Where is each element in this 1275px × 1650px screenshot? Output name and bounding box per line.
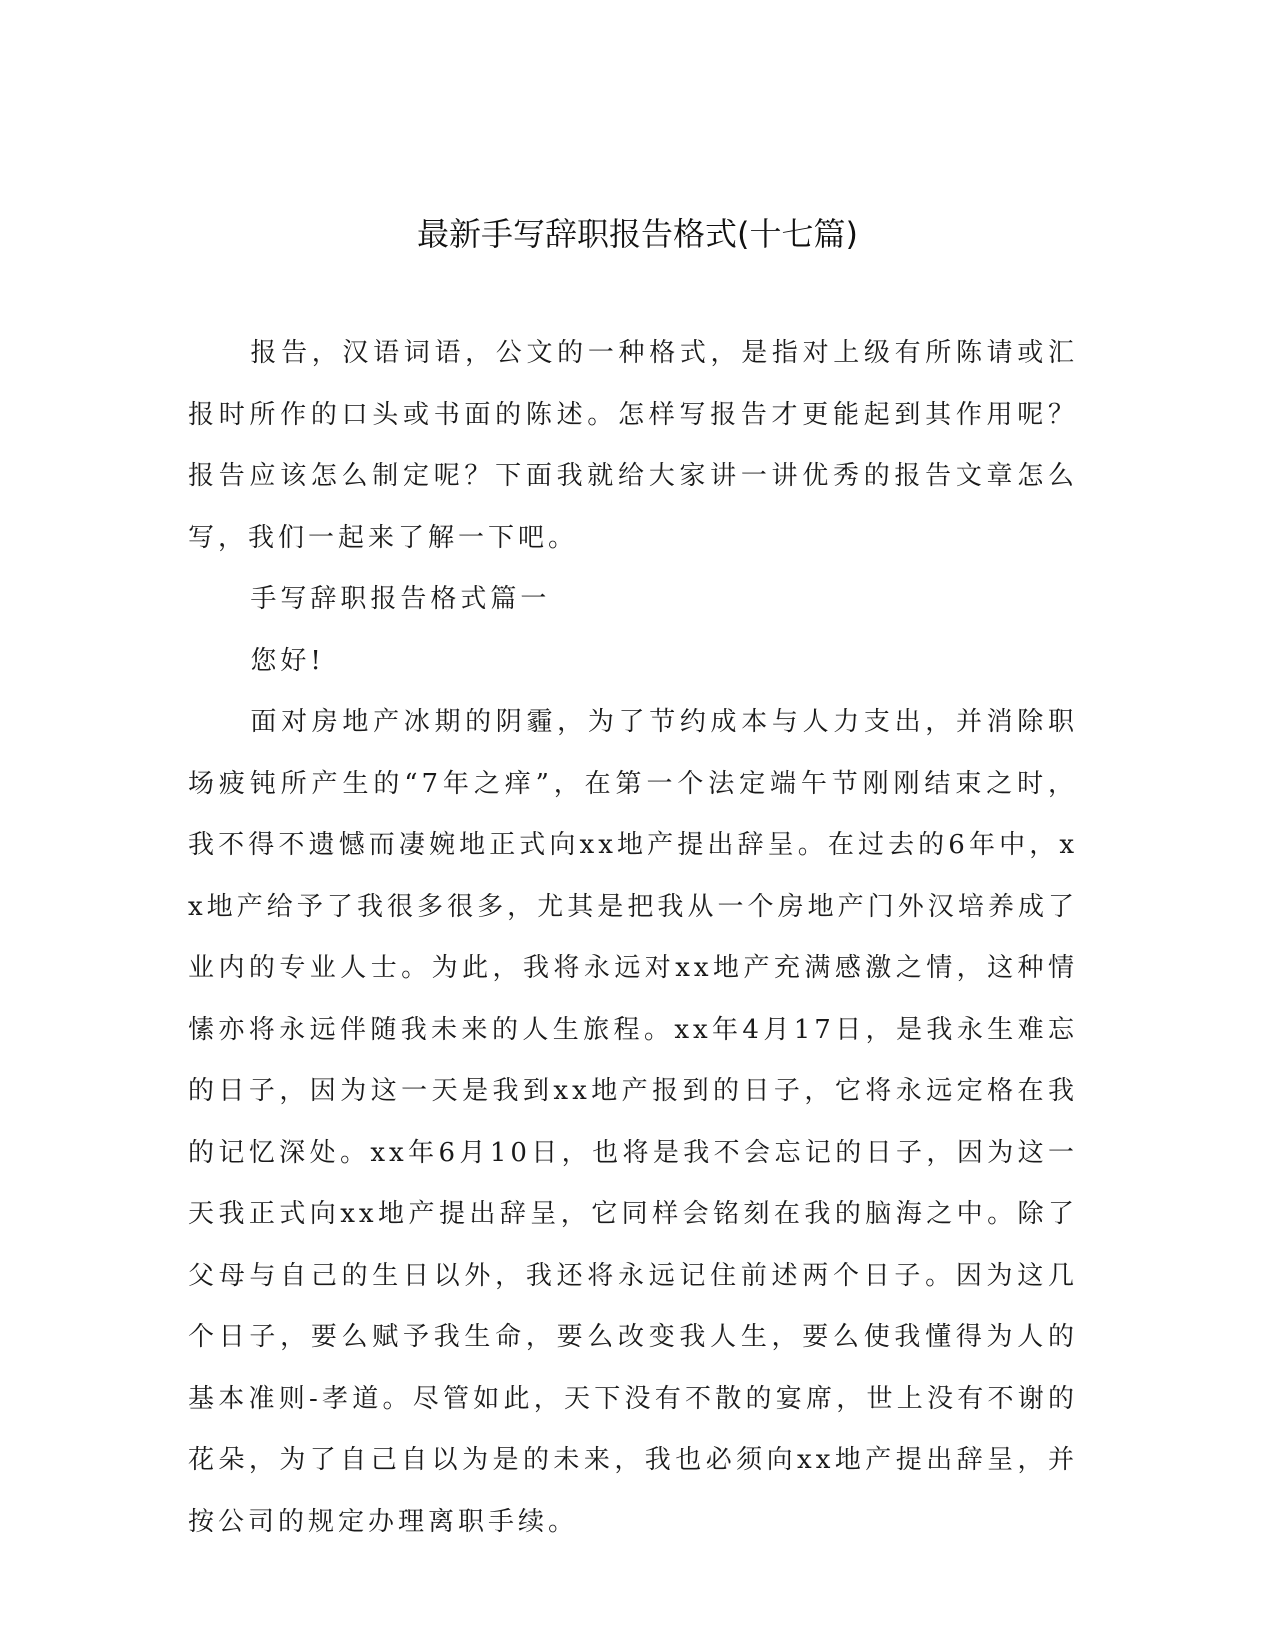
document-body [188,323,1078,1553]
section-heading: 手写辞职报告格式篇一 [250,584,551,614]
body-paragraph: 面对房地产冰期的阴霾，为了节约成本与人力支出，并消除职场疲钝所产生的“7年之痒”，在第一个法定端午节刚刚结束之时，我不得不遗憾而凄婉地正式向xx地产提出辞呈。在过去的6年中，xx地产给予了我很多很多，尤其是把我从一个房地产门外汉培养成了业内的专业人士。为此，我将永远对xx地产充满感激之情，这种情愫亦将永远伴随我未来的人生旅程。xx年4月17日，是我永生难忘的日子，因为这一天是我到xx地产报到的日子，它将永远定格在我的记忆深处。xx年6月10日，也将是我不会忘记的日子，因为这一天我正式向xx地产提出辞呈，它同样会铭刻在我的脑海之中。除了父母与自己的生日以外，我还将永远记住前述两个日子。因为这几个日子，要么赋予我生命，要么改变我人生，要么使我懂得为人的基本准则-孝道。尽管如此，天下没有不散的宴席，世上没有不谢的花朵，为了自己自以为是的未来，我也必须向xx地产提出辞呈，并按公司的规定办理离职手续。 [188,707,1078,1537]
salutation: 您好! [250,645,325,676]
document-title: 最新手写辞职报告格式(十七篇) [417,215,858,253]
intro-paragraph: 报告，汉语词语，公文的一种格式，是指对上级有所陈请或汇报时所作的口头或书面的陈述。怎样写报告才更能起到其作用呢？报告应该怎么制定呢？下面我就给大家讲一讲优秀的报告文章怎么写，我们一起来了解一下吧。 [188,338,1078,553]
